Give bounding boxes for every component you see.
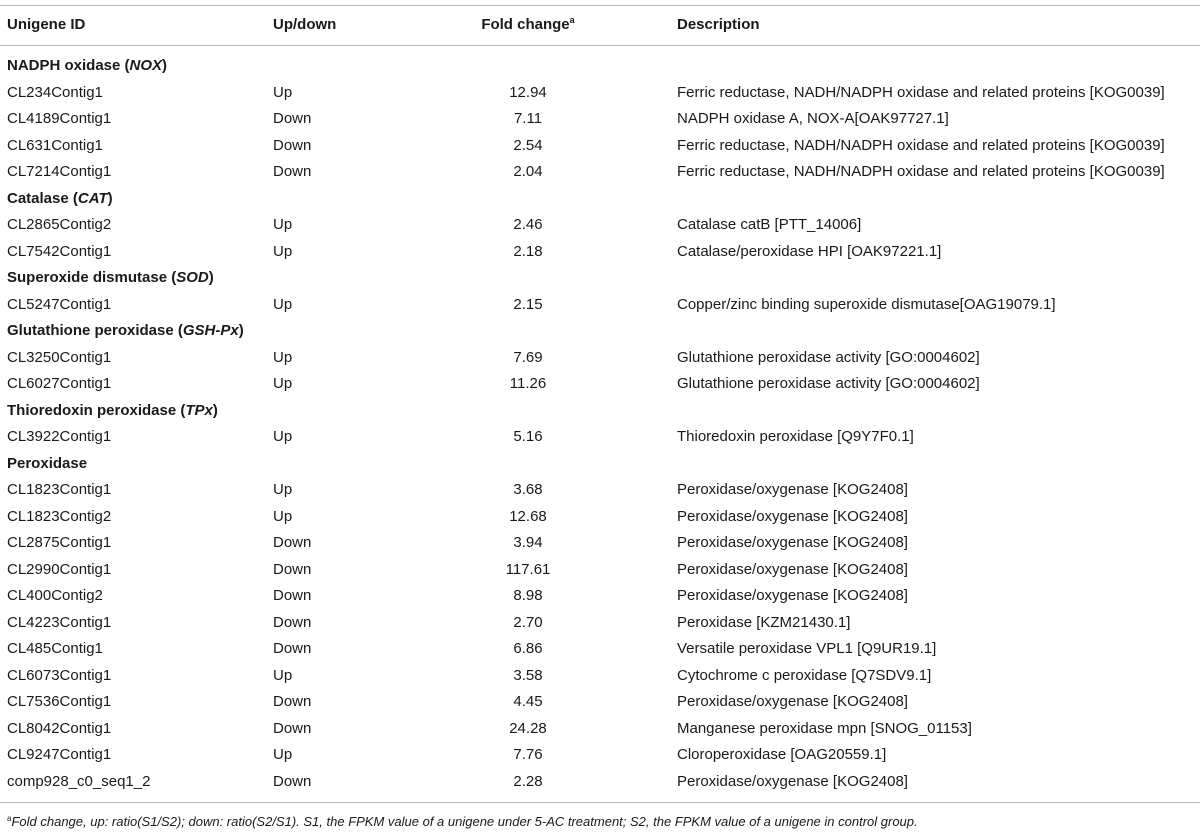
- table-row: [0, 106, 1200, 133]
- up-down-cell: Up: [273, 216, 293, 233]
- header-description: Description: [677, 16, 760, 33]
- table-row: [0, 159, 1200, 186]
- table-row: [0, 292, 1200, 319]
- table-row: [0, 80, 1200, 107]
- section-heading: [7, 318, 244, 345]
- fold-change-cell: 6.86: [513, 640, 543, 657]
- unigene-id-cell: CL3250Contig1: [7, 348, 112, 366]
- unigene-id-cell: CL3922Contig1: [7, 428, 112, 445]
- up-down-cell: Up: [273, 666, 293, 684]
- table-bottom-rule: [0, 802, 1200, 803]
- table-row: [0, 133, 1200, 160]
- fold-change-cell: 11.26: [509, 375, 547, 392]
- up-down-cell: Down: [273, 534, 312, 551]
- unigene-id-cell: CL1823Contig1: [7, 481, 112, 498]
- table-row: [0, 477, 1200, 504]
- up-down-cell: Down: [273, 613, 312, 631]
- unigene-id-cell: CL8042Contig1: [7, 719, 112, 737]
- section-heading-row: [0, 186, 1200, 213]
- description-cell: Peroxidase/oxygenase [KOG2408]: [677, 507, 908, 525]
- table-row: [0, 716, 1200, 743]
- unigene-id-cell: CL485Contig1: [7, 640, 103, 657]
- description-cell: Peroxidase/oxygenase [KOG2408]: [677, 534, 908, 551]
- table-row: [0, 424, 1200, 451]
- description-cell: NADPH oxidase A, NOX-A[OAK97727.1]: [677, 110, 949, 127]
- fold-change-cell: 2.04: [513, 163, 543, 180]
- section-title-close: ): [238, 322, 244, 339]
- description-cell: Catalase catB [PTT_14006]: [677, 216, 862, 233]
- table-header-row: [0, 12, 1200, 39]
- section-abbreviation: NOX: [129, 57, 163, 74]
- description-cell: Thioredoxin peroxidase [Q9Y7F0.1]: [677, 428, 914, 445]
- section-heading: [7, 265, 214, 292]
- fold-change-cell: 24.28: [509, 719, 547, 737]
- fold-change-cell: 8.98: [513, 587, 543, 604]
- table-row: [0, 212, 1200, 239]
- section-title: Glutathione peroxidase (: [7, 322, 183, 339]
- up-down-cell: Down: [273, 110, 312, 127]
- up-down-cell: Down: [273, 640, 312, 657]
- up-down-cell: Up: [273, 481, 293, 498]
- up-down-cell: Up: [273, 428, 293, 445]
- fold-change-cell: 2.28: [513, 772, 543, 790]
- section-title-close: ): [212, 401, 218, 419]
- unigene-id-cell: CL6073Contig1: [7, 666, 112, 684]
- fold-change-cell: 7.76: [513, 746, 543, 763]
- table-top-rule: [0, 5, 1200, 6]
- table-row: [0, 689, 1200, 716]
- section-title-close: ): [162, 57, 168, 74]
- description-cell: Peroxidase/oxygenase [KOG2408]: [677, 587, 908, 604]
- header-up-down: Up/down: [273, 16, 337, 33]
- fold-change-cell: 3.94: [513, 534, 543, 551]
- table-footnote: [7, 814, 918, 829]
- fold-change-cell: 117.61: [505, 560, 551, 578]
- unigene-id-cell: CL2875Contig1: [7, 534, 112, 551]
- unigene-id-cell: CL7542Contig1: [7, 242, 112, 260]
- section-title-close: ): [208, 269, 214, 286]
- fold-change-cell: 2.18: [513, 242, 543, 260]
- table-row: [0, 504, 1200, 531]
- table-row: [0, 742, 1200, 769]
- header-fold-change-label: Fold change: [481, 16, 570, 33]
- description-cell: Catalase/peroxidase HPI [OAK97221.1]: [677, 242, 942, 260]
- section-title: Peroxidase: [7, 454, 88, 472]
- fold-change-cell: 12.94: [509, 83, 547, 101]
- up-down-cell: Down: [273, 163, 312, 180]
- up-down-cell: Up: [273, 746, 293, 763]
- header-fold-change: [430, 12, 626, 39]
- table-row: [0, 530, 1200, 557]
- fold-change-cell: 2.46: [513, 216, 543, 233]
- unigene-id-cell: CL4223Contig1: [7, 613, 112, 631]
- section-heading-row: [0, 265, 1200, 292]
- up-down-cell: Down: [273, 587, 312, 604]
- description-cell: Peroxidase/oxygenase [KOG2408]: [677, 481, 908, 498]
- footnote-text: Fold change, up: ratio(S1/S2); down: ratio(S2/S1). S1, the FPKM value of a unigene under 5-AC treatment; S2, the FPKM value of a unigene in control group.: [11, 814, 918, 829]
- section-title: Thioredoxin peroxidase (: [7, 401, 186, 419]
- up-down-cell: Down: [273, 719, 312, 737]
- section-abbreviation: CAT: [77, 189, 108, 207]
- description-cell: Ferric reductase, NADH/NADPH oxidase and related proteins [KOG0039]: [677, 136, 1165, 154]
- table-row: [0, 345, 1200, 372]
- description-cell: Cloroperoxidase [OAG20559.1]: [677, 746, 887, 763]
- unigene-id-cell: comp928_c0_seq1_2: [7, 772, 151, 790]
- description-cell: Versatile peroxidase VPL1 [Q9UR19.1]: [677, 640, 937, 657]
- unigene-id-cell: CL631Contig1: [7, 136, 103, 154]
- up-down-cell: Down: [273, 560, 312, 578]
- description-cell: Glutathione peroxidase activity [GO:0004602]: [677, 375, 980, 392]
- section-abbreviation: GSH-Px: [182, 322, 239, 339]
- description-cell: Peroxidase [KZM21430.1]: [677, 613, 851, 631]
- section-heading: [7, 398, 218, 425]
- up-down-cell: Up: [273, 242, 293, 260]
- up-down-cell: Down: [273, 772, 312, 790]
- unigene-id-cell: CL4189Contig1: [7, 110, 112, 127]
- fold-change-cell: 2.15: [513, 295, 543, 313]
- table-row: [0, 371, 1200, 398]
- section-heading-row: [0, 398, 1200, 425]
- section-abbreviation: SOD: [176, 269, 209, 286]
- table-row: [0, 769, 1200, 796]
- unigene-id-cell: CL5247Contig1: [7, 295, 112, 313]
- description-cell: Ferric reductase, NADH/NADPH oxidase and related proteins [KOG0039]: [677, 83, 1165, 101]
- description-cell: Peroxidase/oxygenase [KOG2408]: [677, 560, 908, 578]
- up-down-cell: Up: [273, 375, 293, 392]
- section-heading-row: [0, 53, 1200, 80]
- unigene-id-cell: CL2990Contig1: [7, 560, 112, 578]
- up-down-cell: Down: [273, 136, 312, 154]
- section-heading-row: [0, 318, 1200, 345]
- unigene-id-cell: CL9247Contig1: [7, 746, 112, 763]
- section-abbreviation: TPx: [185, 401, 213, 419]
- unigene-id-cell: CL6027Contig1: [7, 375, 112, 392]
- section-heading: [7, 186, 113, 213]
- fold-change-cell: 3.68: [513, 481, 543, 498]
- fold-change-cell: 2.54: [513, 136, 543, 154]
- table-row: [0, 239, 1200, 266]
- table-row: [0, 583, 1200, 610]
- table-row: [0, 663, 1200, 690]
- fold-change-cell: 12.68: [509, 507, 547, 525]
- fold-change-cell: 2.70: [513, 613, 543, 631]
- fold-change-cell: 7.69: [513, 348, 543, 366]
- unigene-id-cell: CL234Contig1: [7, 83, 103, 101]
- description-cell: Ferric reductase, NADH/NADPH oxidase and related proteins [KOG0039]: [677, 163, 1165, 180]
- fold-change-cell: 5.16: [513, 428, 543, 445]
- header-fold-change-footnote-mark: a: [569, 15, 575, 25]
- unigene-id-cell: CL7214Contig1: [7, 163, 112, 180]
- unigene-id-cell: CL2865Contig2: [7, 216, 112, 233]
- table-row: [0, 610, 1200, 637]
- table-header-rule: [0, 45, 1200, 46]
- table-row: [0, 557, 1200, 584]
- up-down-cell: Up: [273, 83, 293, 101]
- header-unigene-id: Unigene ID: [7, 16, 86, 33]
- unigene-id-cell: CL1823Contig2: [7, 507, 112, 525]
- fold-change-cell: 7.11: [513, 110, 543, 127]
- section-heading-row: [0, 451, 1200, 478]
- up-down-cell: Down: [273, 693, 312, 710]
- up-down-cell: Up: [273, 348, 293, 366]
- description-cell: Glutathione peroxidase activity [GO:0004602]: [677, 348, 980, 366]
- up-down-cell: Up: [273, 507, 293, 525]
- section-heading: [7, 451, 87, 478]
- table-row: [0, 636, 1200, 663]
- section-heading: [7, 53, 167, 80]
- fold-change-cell: 3.58: [513, 666, 543, 684]
- section-title: Superoxide dismutase (: [7, 269, 177, 286]
- section-title: Catalase (: [7, 189, 78, 207]
- section-title-close: ): [107, 189, 113, 207]
- description-cell: Peroxidase/oxygenase [KOG2408]: [677, 772, 908, 790]
- footnote-mark: a: [7, 814, 12, 823]
- description-cell: Copper/zinc binding superoxide dismutase[OAG19079.1]: [677, 295, 1056, 313]
- description-cell: Manganese peroxidase mpn [SNOG_01153]: [677, 719, 972, 737]
- up-down-cell: Up: [273, 295, 293, 313]
- unigene-id-cell: CL400Contig2: [7, 587, 103, 604]
- fold-change-cell: 4.45: [513, 693, 543, 710]
- description-cell: Peroxidase/oxygenase [KOG2408]: [677, 693, 908, 710]
- description-cell: Cytochrome c peroxidase [Q7SDV9.1]: [677, 666, 932, 684]
- unigene-id-cell: CL7536Contig1: [7, 693, 112, 710]
- section-title: NADPH oxidase (: [7, 57, 130, 74]
